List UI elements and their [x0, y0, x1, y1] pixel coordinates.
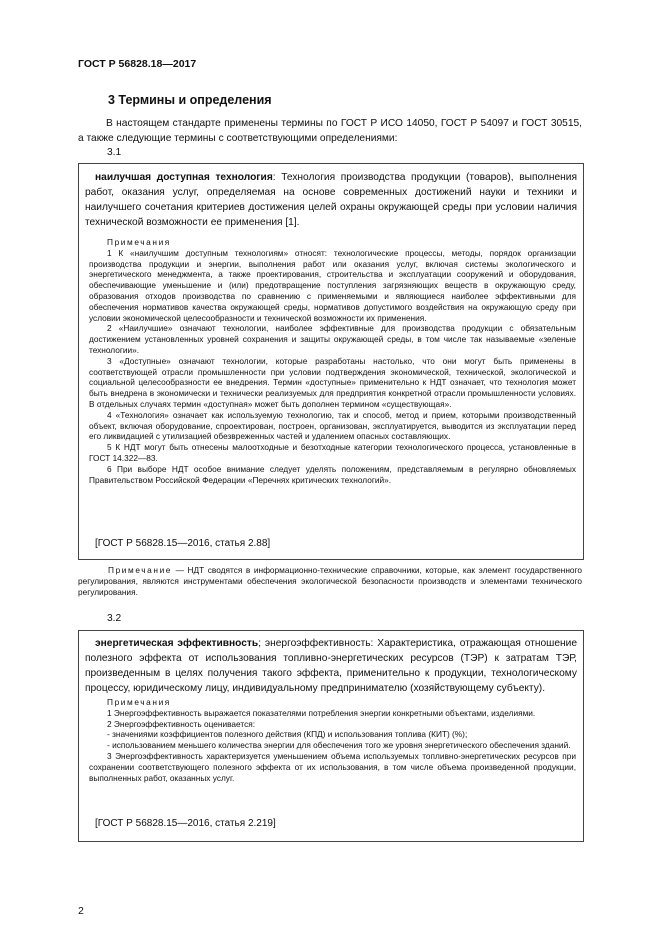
term-name: наилучшая доступная технология [95, 172, 273, 183]
notes-block [89, 697, 576, 783]
notes-block [89, 237, 576, 485]
note-between [78, 565, 582, 597]
section-title: 3 Термины и определения [108, 93, 272, 107]
term-definition [79, 170, 583, 230]
notes-title: Примечания [107, 697, 171, 707]
note-item: 2 Энергоэффективность оценивается: [107, 718, 256, 729]
note-text: — НДТ сводятся в информационно-технические справочники, которые, как элемент государственного регулирования, являются инструментами обеспечения экологической безопасности производств и элементами технического регулирования. [78, 565, 582, 597]
note-item: 1 Энергоэффективность выражается показателями потребления энергии конкретными объектами, изделиями. [107, 707, 536, 718]
note-item: 5 К НДТ могут быть отнесены малоотходные и безотходные категории технологического процесса, установленные в ГОСТ 14.322—83. [89, 442, 576, 463]
note-label: Примечание [108, 565, 173, 575]
document-code: ГОСТ Р 56828.18—2017 [78, 58, 197, 70]
page-number: 2 [78, 905, 84, 917]
term-definition [79, 636, 583, 696]
note-item: 4 «Технология» означает как используемую технологию, так и способ, метод и прием, которыми производственный объект, включая оборудование, спроектирован, построен, организован, эксплуатируется, выводится из эксплуатации перед его ликвидацией с утилизацией обезвреженных частей и удалением опасных составляющих. [89, 409, 576, 442]
note-item: 3 Энергоэффективность характеризуется уменьшением объема используемых топливно-энергетических ресурсов при сохранении соответствующего полезного эффекта от их использования, в том числе объема произведенной продукции, выполненных работ, оказанных услуг. [89, 750, 576, 783]
term-text: ; энергоэффективность: Характеристика, отражающая отношение полезного эффекта от использования топливно-энергетических ресурсов (ТЭР) к затратам ТЭР, произведенным в целях получения такого эффекта, применительно к продукции, технологическому процессу, юридическому лицу, индивидуальному предпринимателю (хозяйствующему субъекту). [85, 638, 577, 694]
note-item: 2 «Наилучшие» означают технологии, наиболее эффективные для производства продукции с обязательным достижением установленных уровней сохранения и защиты окружающей среды, в том числе так называемые «зеленые технологии». [89, 323, 576, 355]
intro-paragraph: В настоящем стандарте применены термины по ГОСТ Р ИСО 14050, ГОСТ Р 54097 и ГОСТ 30515, а также следующие термины с соответствующими определениями: [78, 118, 582, 144]
term-source: [ГОСТ Р 56828.15—2016, статья 2.88] [95, 538, 271, 549]
note-item: 1 К «наилучшим доступным технологиям» относят: технологические процессы, методы, порядок организации производства продукции и энергии, выполнения работ или оказания услуг, включая системы экологического и энергетического менеджмента, а также проектирования, строительства и эксплуатации сооружений и оборудования, обеспечивающие уменьшение и (или) предотвращение поступления загрязняющих веществ в окружающую среду, образования отходов производства по сравнению с применяемыми и являющиеся наиболее эффективными для обеспечения нормативов качества окружающей среды, нормативов допустимого воздействия на окружающую среду при условии экономической целесообразности и технической возможности их применения. [89, 247, 576, 323]
note-item: - использованием меньшего количества энергии для обеспечения того же уровня энергетического обеспечения зданий. [107, 740, 571, 751]
note-item: - значениями коэффициентов полезного действия (КПД) и использования топлива (КИТ) (%); [107, 729, 468, 740]
term-box [78, 630, 584, 842]
note-item: 6 При выборе НДТ особое внимание следует уделять положениям, представляемым в регулярно обновляемых Правительством Российской Федерации «Перечнях критических технологий». [89, 463, 576, 485]
notes-title: Примечания [107, 237, 171, 247]
note-item: 3 «Доступные» означают технологии, которые разработаны настолько, что они могут быть применены в соответствующей отрасли промышленности при условии подтверждения экономической, технической, экологической и социальной целесообразности ее внедрения. Термин «доступные» применительно к НДТ означает, что технология может быть внедрена в экономически и технически реализуемых для предприятия конкретной отрасли промышленности условиях. В отдельных случаях термин «доступная» может быть дополнен термином «существующая». [89, 355, 576, 409]
term-number: 3.2 [107, 613, 122, 624]
term-box [78, 163, 584, 560]
term-number: 3.1 [107, 147, 122, 158]
term-source: [ГОСТ Р 56828.15—2016, статья 2.219] [95, 818, 276, 829]
term-text: : Технология производства продукции (товаров), выполнения работ, оказания услуг, определяемая на основе современных достижений науки и техники и наилучшего сочетания критериев достижения целей охраны окружающей среды при условии наличия технической возможности ее применения [1]. [85, 172, 577, 228]
term-name: энергетическая эффективность [95, 638, 259, 649]
